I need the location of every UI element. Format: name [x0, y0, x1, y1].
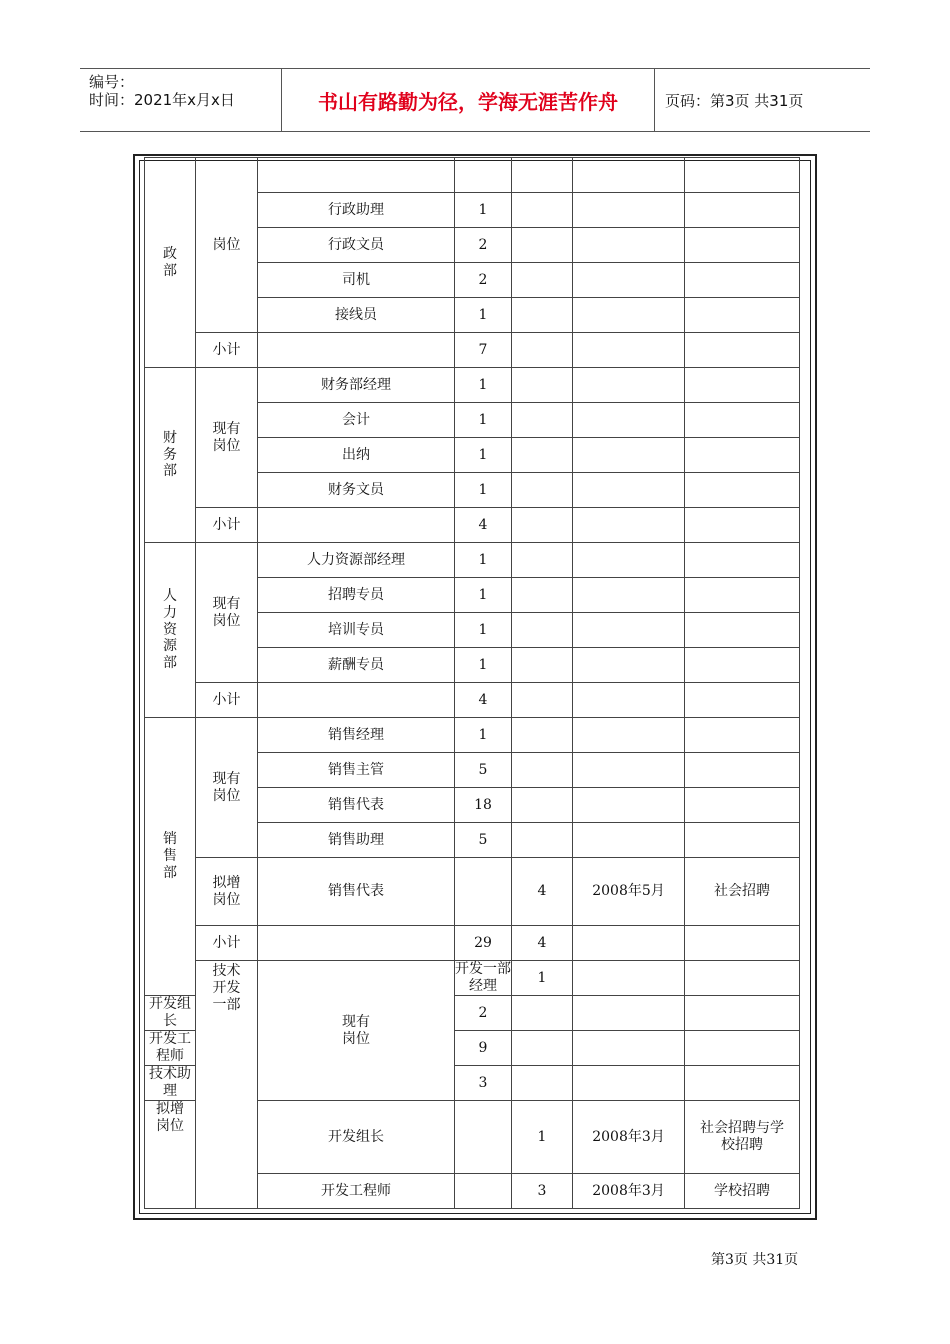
post-count: 1 — [455, 438, 512, 473]
subtotal-count: 4 — [455, 508, 512, 543]
subtotal-count: 7 — [455, 333, 512, 368]
subtotal-row — [145, 926, 800, 961]
post-name: 出纳 — [258, 438, 455, 473]
subtotal-count: 4 — [455, 683, 512, 718]
post-name: 接线员 — [258, 298, 455, 333]
post-name: 开发组长 — [258, 1101, 455, 1174]
planned-date: 2008年3月 — [573, 1101, 685, 1174]
header-motto: 书山有路勤为径，学海无涯苦作舟 — [282, 69, 655, 131]
post-count: 3 — [455, 1066, 512, 1101]
planned-label-sales: 拟增 岗位 — [196, 858, 258, 926]
post-count: 1 — [455, 543, 512, 578]
post-name: 薪酬专员 — [258, 648, 455, 683]
post-name: 销售代表 — [258, 788, 455, 823]
post-name: 销售助理 — [258, 823, 455, 858]
post-count: 1 — [455, 298, 512, 333]
subtotal-label: 小计 — [196, 926, 258, 961]
post-name: 开发组长 — [145, 996, 196, 1031]
existing-label-sales: 现有 岗位 — [196, 718, 258, 858]
subtotal-label: 小计 — [196, 683, 258, 718]
post-name: 培训专员 — [258, 613, 455, 648]
table-row — [145, 158, 800, 193]
subtotal-row — [145, 508, 800, 543]
code-label: 编号： — [89, 73, 135, 91]
post-name: 财务部经理 — [258, 368, 455, 403]
post-name: 会计 — [258, 403, 455, 438]
post-name: 行政助理 — [258, 193, 455, 228]
time-label: 时间：2021年x月x日 — [89, 91, 235, 109]
post-name: 销售经理 — [258, 718, 455, 753]
dept-cell-dev: 技术 开发 一部 — [196, 961, 258, 1209]
post-count: 1 — [455, 473, 512, 508]
table-row — [145, 543, 800, 578]
planned-count: 4 — [512, 858, 573, 926]
post-count: 1 — [455, 718, 512, 753]
planned-date: 2008年3月 — [573, 1174, 685, 1209]
post-name: 开发工程师 — [145, 1031, 196, 1066]
subtotal-label: 小计 — [196, 508, 258, 543]
dept-cell-admin: 政 部 — [145, 158, 196, 368]
dept-cell-finance: 财 务 部 — [145, 368, 196, 543]
existing-label-dev: 现有 岗位 — [258, 961, 455, 1101]
post-count: 18 — [455, 788, 512, 823]
subtotal-label: 小计 — [196, 333, 258, 368]
existing-label-hr: 现有 岗位 — [196, 543, 258, 683]
post-name: 销售代表 — [258, 858, 455, 926]
post-name: 开发工程师 — [258, 1174, 455, 1209]
post-count: 1 — [455, 403, 512, 438]
subtotal-row — [145, 683, 800, 718]
post-name: 招聘专员 — [258, 578, 455, 613]
dept-cell-hr: 人 力 资 源 部 — [145, 543, 196, 718]
header-page-number: 页码：第3页 共31页 — [665, 91, 804, 110]
post-name: 开发一部经理 — [455, 961, 511, 994]
subtotal-row — [145, 333, 800, 368]
post-name: 人力资源部经理 — [258, 543, 455, 578]
page-header — [80, 68, 870, 132]
post-name: 财务文员 — [258, 473, 455, 508]
planned-row — [145, 858, 800, 926]
post-count: 2 — [455, 996, 512, 1031]
post-count: 9 — [455, 1031, 512, 1066]
post-count: 5 — [455, 753, 512, 788]
subtotal-planned: 4 — [512, 926, 573, 961]
table-row — [145, 961, 800, 996]
post-count: 5 — [455, 823, 512, 858]
post-count: 2 — [455, 263, 512, 298]
post-count: 1 — [455, 613, 512, 648]
planned-label-dev: 拟增 岗位 — [145, 1101, 196, 1209]
planned-channel: 社会招聘 — [685, 858, 800, 926]
planned-channel: 学校招聘 — [685, 1174, 800, 1209]
planned-date: 2008年5月 — [573, 858, 685, 926]
table-row — [145, 368, 800, 403]
post-count: 1 — [512, 961, 573, 996]
existing-label-finance: 现有 岗位 — [196, 368, 258, 508]
post-count: 1 — [455, 578, 512, 613]
planned-channel: 社会招聘与学 校招聘 — [685, 1101, 800, 1174]
existing-label-admin: 岗位 — [196, 158, 258, 333]
header-meta — [80, 69, 282, 131]
post-count: 1 — [455, 368, 512, 403]
dept-cell-sales: 销 售 部 — [145, 718, 196, 996]
post-name: 销售主管 — [258, 753, 455, 788]
post-count: 2 — [455, 228, 512, 263]
planned-count: 3 — [512, 1174, 573, 1209]
staffing-table — [144, 157, 800, 1209]
post-name: 行政文员 — [258, 228, 455, 263]
table-row — [145, 718, 800, 753]
post-count: 1 — [455, 193, 512, 228]
post-count: 1 — [455, 648, 512, 683]
subtotal-count: 29 — [455, 926, 512, 961]
post-name: 技术助理 — [145, 1066, 196, 1101]
planned-count: 1 — [512, 1101, 573, 1174]
post-name: 司机 — [258, 263, 455, 298]
page-footer: 第3页 共31页 — [711, 1252, 799, 1268]
